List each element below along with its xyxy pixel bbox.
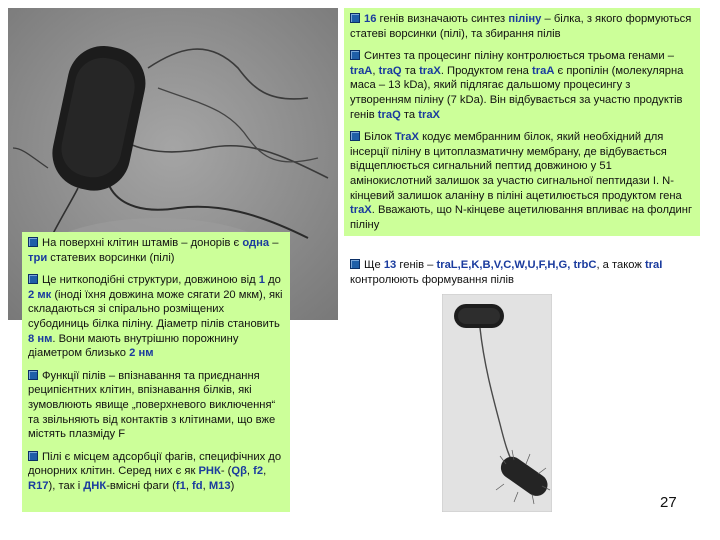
paragraph-pili-count: На поверхні клітин штамів – донорів є одна – три статевих ворсинки (пілі) bbox=[28, 237, 279, 264]
bullet-icon bbox=[350, 259, 360, 269]
micrograph-bottom-svg bbox=[442, 294, 552, 512]
paragraph-pili-structure: Це ниткоподібні структури, довжиною від 1 до 2 мк (іноді їхня довжина може сягати 20 мкм), які складаються зі спірально розміщених субодиниць білка піліну. Діаметр пілів становить 8 нм. Вони мають внутрішню порожнину діаметром близько 2 нм bbox=[28, 274, 283, 360]
bullet-icon bbox=[28, 370, 38, 380]
bullet-icon bbox=[28, 451, 38, 461]
paragraph-pili-functions: Функції пілів – впізнавання та приєднання реципієнтних клітин, впізнавання білків, які зумовлюють явище „поверхневого виключення“ та звільняють від контактів з клітинами, що вже містять плазміду F bbox=[28, 369, 276, 441]
paragraph-pilin-genes: 16 генів визначають синтез піліну – білка, з якого формуються статеві ворсинки (пілі), та збирання пілів bbox=[350, 13, 692, 40]
bullet-icon bbox=[350, 50, 360, 60]
bullet-icon bbox=[28, 237, 38, 247]
micrograph-conjugation-pilus-bottom bbox=[442, 294, 552, 512]
text-block-additional-genes bbox=[344, 254, 700, 290]
page-number: 27 bbox=[660, 494, 677, 511]
bullet-icon bbox=[28, 274, 38, 284]
paragraph-pilin-processing: Синтез та процесинг піліну контролюється трьома генами – traA, traQ та traX. Продуктом гена traA є пропілін (молекулярна маса – 13 kDa), який підлягає дальшому процесингу з утворенням піліну (7 kDa). Він відбувається за участю продуктів генів traQ та traX bbox=[350, 50, 684, 121]
paragraph-trax-protein: Білок TraX кодує мембранним білок, який необхідний для інсерції піліну в цитоплазматичну мембрану, де відбувається відщеплюється сигнальний пептид довжиною у 51 амінокислотний залишок за участю сигнальної пептидази І. N-кінцевий залишок аланіну в піліні ацетилюється продуктом гена traX. Вважають, що N-кінцеве ацетилювання впливає на фолдинг піліну bbox=[350, 131, 693, 231]
paragraph-phage-adsorption: Пілі є місцем адсорбції фагів, специфічних до донорних клітин. Серед них є як РНК- (Qβ, f2, R17), так і ДНК-вмісні фаги (f1, fd, M13) bbox=[28, 450, 282, 492]
text-box-pilin-synthesis bbox=[344, 8, 700, 236]
text-box-pili-description bbox=[22, 232, 290, 512]
bullet-icon bbox=[350, 131, 360, 141]
bullet-icon bbox=[350, 13, 360, 23]
paragraph-13-genes: Ще 13 генів – traL,E,K,B,V,C,W,U,F,H,G, trbC, а також traI контролюють формування пілів bbox=[350, 259, 663, 286]
